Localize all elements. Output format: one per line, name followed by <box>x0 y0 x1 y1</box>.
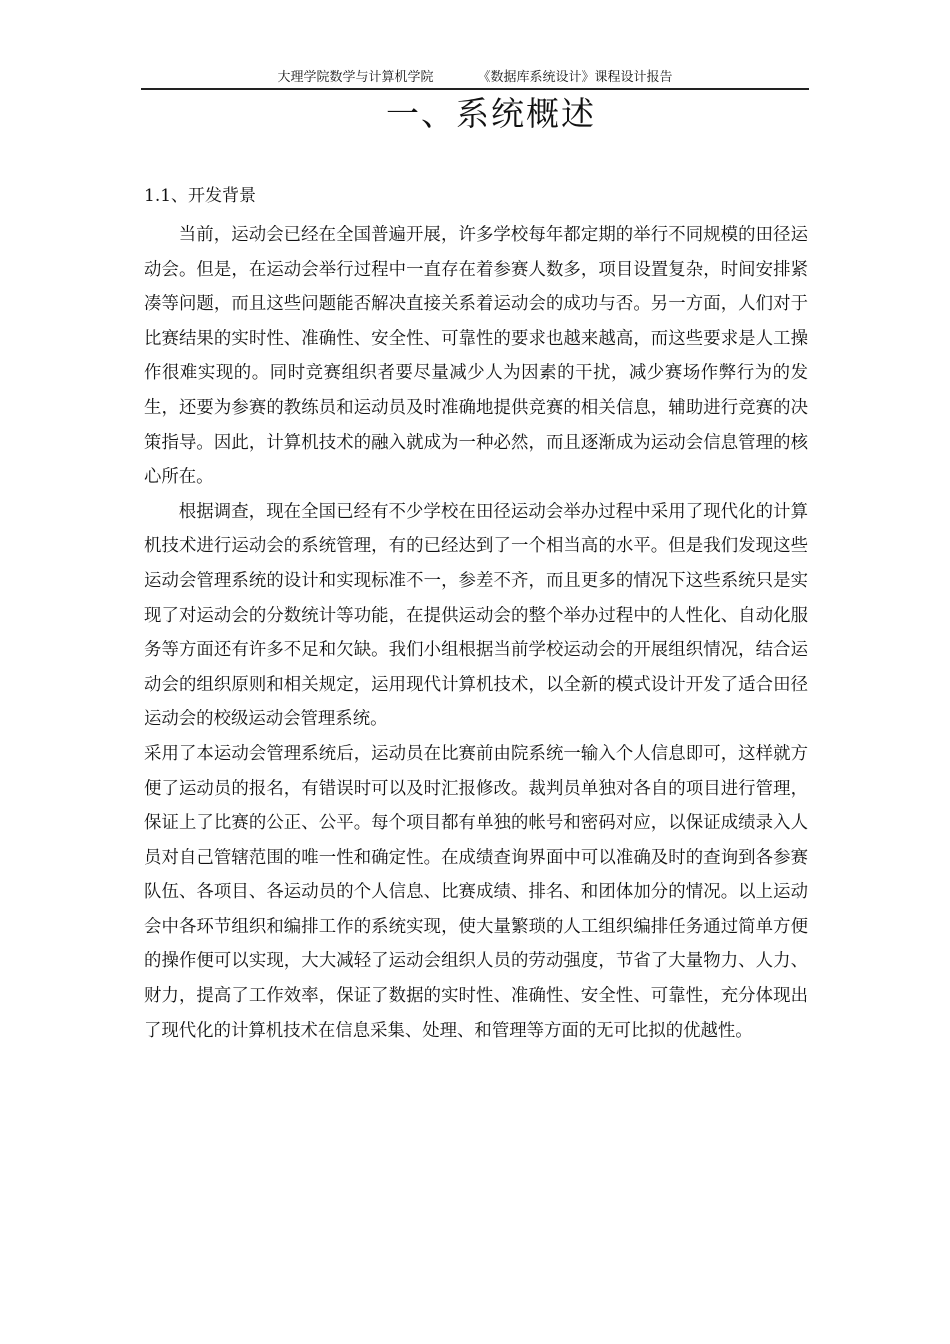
body-text <box>144 218 808 1048</box>
paragraph: 根据调查，现在全国已经有不少学校在田径运动会举办过程中采用了现代化的计算机技术进行运动会的系统管理，有的已经达到了一个相当高的水平。但是我们发现这些运动会管理系统的设计和实现标准不一，参差不齐，而且更多的情况下这些系统只是实现了对运动会的分数统计等功能，在提供运动会的整个举办过程中的人性化、自动化服务等方面还有许多不足和欠缺。我们小组根据当前学校运动会的开展组织情况，结合运动会的组织原则和相关规定，运用现代计算机技术，以全新的模式设计开发了适合田径运动会的校级运动会管理系统。 <box>144 501 808 730</box>
header-report-title: 《数据库系统设计》课程设计报告 <box>477 70 673 85</box>
header-institution: 大理学院数学与计算机学院 <box>277 70 434 85</box>
page-header <box>141 68 809 90</box>
chapter-title: 一、系统概述 <box>386 94 596 133</box>
paragraph: 当前，运动会已经在全国普遍开展，许多学校每年都定期的举行不同规模的田径运动会。但是，在运动会举行过程中一直存在着参赛人数多，项目设置复杂，时间安排紧凑等问题，而且这些问题能否解决直接关系着运动会的成功与否。另一方面，人们对于比赛结果的实时性、准确性、安全性、可靠性的要求也越来越高，而这些要求是人工操作很难实现的。同时竞赛组织者要尽量减少人为因素的干扰，减少赛场作弊行为的发生，还要为参赛的教练员和运动员及时准确地提供竞赛的相关信息，辅助进行竞赛的决策指导。因此，计算机技术的融入就成为一种必然，而且逐渐成为运动会信息管理的核心所在。 <box>144 225 808 488</box>
paragraph: 采用了本运动会管理系统后，运动员在比赛前由院系统一输入个人信息即可，这样就方便了运动员的报名，有错误时可以及时汇报修改。裁判员单独对各自的项目进行管理，保证上了比赛的公正、公平。每个项目都有单独的帐号和密码对应，以保证成绩录入人员对自己管辖范围的唯一性和确定性。在成绩查询界面中可以准确及时的查询到各参赛队伍、各项目、各运动员的个人信息、比赛成绩、排名、和团体加分的情况。以上运动会中各环节组织和编排工作的系统实现，使大量繁琐的人工组织编排任务通过简单方便的操作便可以实现，大大减轻了运动会组织人员的劳动强度，节省了大量物力、人力、财力，提高了工作效率，保证了数据的实时性、准确性、安全性、可靠性，充分体现出了现代化的计算机技术在信息采集、处理、和管理等方面的无可比拟的优越性。 <box>144 743 808 1041</box>
section-heading: 1.1、开发背景 <box>144 186 257 206</box>
